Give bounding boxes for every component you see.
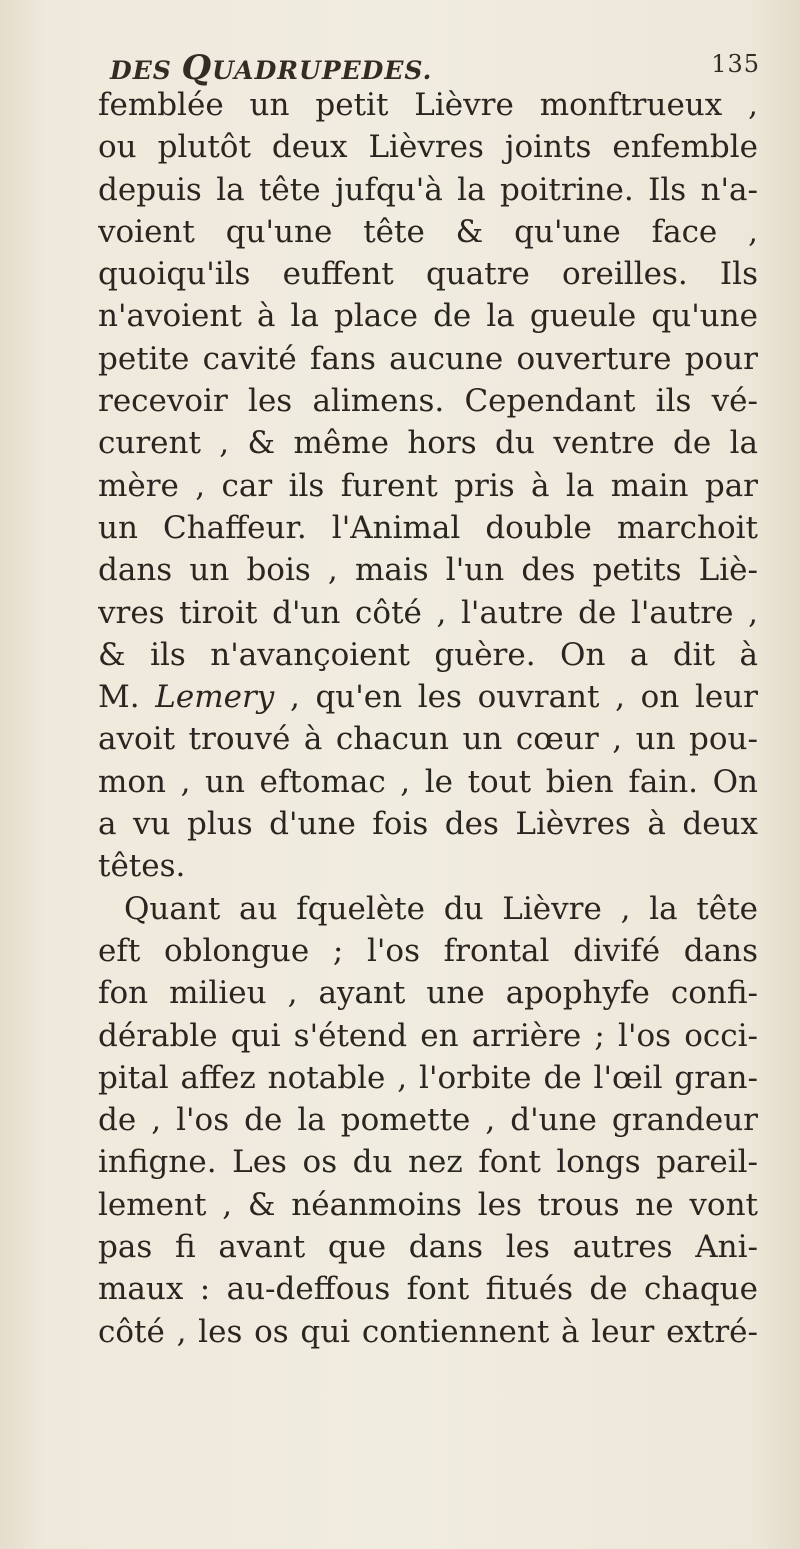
text-line: pas fi avant que dans les autres Ani- [98,1229,758,1266]
running-head-word-quadrupedes: UADRUPEDES. [212,56,433,85]
text-line: avoit trouvé à chacun un cœur , un pou- [98,721,758,758]
text-line: pital affez notable , l'orbite de l'œil gran- [98,1059,758,1096]
text-line: fon milieu , ayant une apophyfe confi- [98,975,758,1012]
text-line: têtes. [98,848,186,885]
text-line: quoiqu'ils euffent quatre oreilles. Ils [98,256,758,293]
page-number: 135 [711,50,760,78]
text-line: dans un bois , mais l'un des petits Liè- [98,552,758,589]
text-line: femblée un petit Lièvre monftrueux , [98,87,758,123]
italic-name: Lemery [155,679,275,716]
text-line-part: , qu'en les ouvrant , on leur [274,679,758,716]
text-line: mon , un eftomac , le tout bien fain. On [98,763,758,800]
text-line: un Chaffeur. l'Animal double marchoit [98,509,758,546]
text-line: mère , car ils furent pris à la main par [98,467,758,504]
running-head [110,48,760,88]
text-line: depuis la tête jufqu'à la poitrine. Ils n'a- [98,171,758,208]
text-line: dérable qui s'étend en arrière ; l'os occi- [98,1017,758,1054]
text-line: Quant au fquelète du Lièvre , la tête [124,890,758,927]
text-line-part: M. [98,679,156,716]
text-line: infigne. Les os du nez font longs pareil- [98,1144,758,1181]
text-line: voient qu'une tête & qu'une face , [98,213,758,250]
text-line: de , l'os de la pomette , d'une grandeur [98,1102,758,1139]
text-line: recevoir les alimens. Cependant ils vé- [98,383,758,420]
text-line: maux : au-deffous font fitués de chaque [98,1271,758,1308]
text-line: curent , & même hors du ventre de la [98,425,758,462]
text-line: vres tiroit d'un côté , l'autre de l'autre , [98,594,758,631]
text-line: petite cavité fans aucune ouverture pour [98,340,758,377]
running-head-initial-q: Q [181,48,213,88]
text-line: a vu plus d'une fois des Lièvres à deux [98,806,758,843]
text-line: côté , les os qui contiennent à leur extré- [98,1313,758,1350]
text-line [98,676,758,718]
running-head-title [110,48,432,88]
running-head-initial-d: D [110,56,133,85]
running-head-word-des: ES [132,56,182,85]
body-text [98,84,758,1353]
text-line: eft oblongue ; l'os frontal divifé dans [98,932,758,969]
text-line: ou plutôt deux Lièvres joints enfemble [98,129,758,166]
text-line: & ils n'avançoient guère. On a dit à [98,636,758,673]
text-line: lement , & néanmoins les trous ne vont [98,1186,758,1223]
text-line: n'avoient à la place de la gueule qu'une [98,298,758,335]
